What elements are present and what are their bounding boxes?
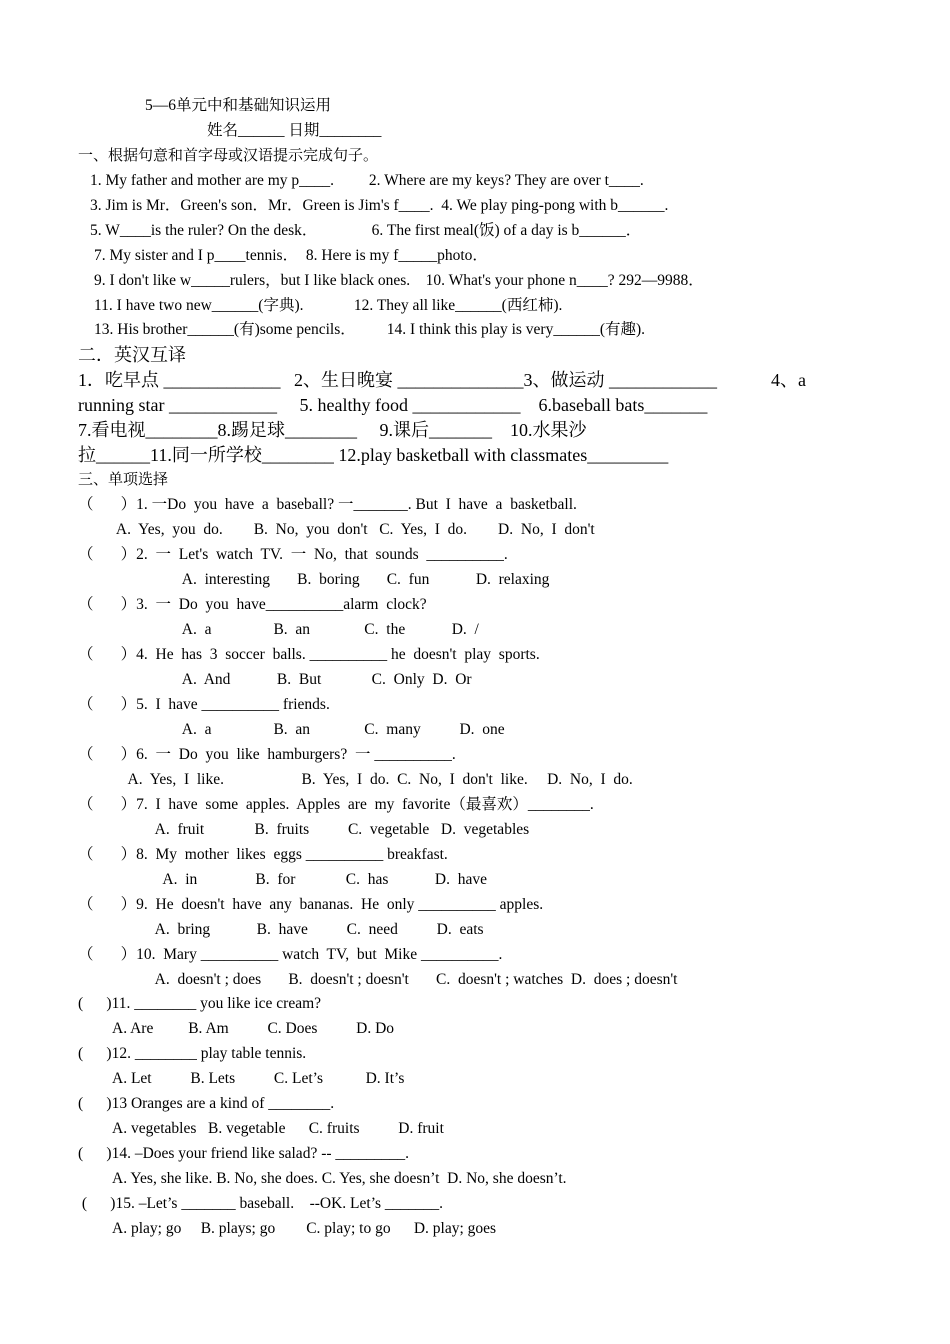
options-line: A. interesting B. boring C. fun D. relaxing: [78, 571, 550, 588]
options-line: A. doesn't ; does B. doesn't ; doesn't C. doesn't ; watches D. does ; doesn't: [78, 971, 678, 988]
section1-line: 13. His brother______(有)some pencils． 14. I think this play is very______(有趣).: [94, 321, 646, 338]
name-date-line: 姓名______ 日期________: [207, 122, 382, 139]
section1-heading: 一、根据句意和首字母或汉语提示完成句子。: [78, 148, 379, 164]
section2-line: 1．吃早点 _____________ 2、生日晚宴 ______________3、做运动 ____________ 4、a: [78, 370, 806, 390]
section1-line: 7. My sister and I p____tennis． 8. Here is my f_____photo．: [94, 247, 488, 264]
question-line: ( )11. ________ you like ice cream?: [78, 995, 322, 1012]
section2-line: 7.看电视________8.踢足球________ 9.课后_______ 10.水果沙: [78, 420, 587, 440]
question-line: （ ）3. 一 Do you have__________alarm clock?: [78, 596, 427, 613]
question-line: ( )13 Oranges are a kind of ________.: [78, 1095, 335, 1112]
worksheet-title: 5—6单元中和基础知识运用: [145, 97, 332, 114]
section2-line: running star ____________ 5. healthy food ____________ 6.baseball bats_______: [78, 395, 708, 415]
section1-line: 1. My father and mother are my p____. 2. Where are my keys? They are over t____.: [90, 172, 644, 189]
question-line: ( )14. –Does your friend like salad? -- _________.: [78, 1145, 410, 1162]
section1-line: 3. Jim is Mr．Green's son．Mr．Green is Jim's f____. 4. We play ping-pong with b______.: [90, 197, 669, 214]
question-line: （ ）8. My mother likes eggs __________ breakfast.: [78, 846, 448, 863]
question-line: （ ）6. 一 Do you like hamburgers? 一 __________.: [78, 746, 456, 763]
options-line: A. bring B. have C. need D. eats: [78, 921, 484, 938]
options-line: A. vegetables B. vegetable C. fruits D. fruit: [78, 1120, 444, 1137]
section3-heading: 三、单项选择: [78, 472, 169, 488]
section1-line: 9. I don't like w_____rulers，but I like black ones. 10. What's your phone n____? 292—9988．: [94, 272, 704, 289]
question-line: ( )15. –Let’s _______ baseball. --OK. Let’s _______.: [78, 1195, 444, 1212]
question-line: （ ）7. I have some apples. Apples are my favorite（最喜欢）________.: [78, 796, 594, 813]
section2-heading: 二．英汉互译: [78, 345, 186, 365]
question-line: ( )12. ________ play table tennis.: [78, 1045, 307, 1062]
question-line: （ ）9. He doesn't have any bananas. He only __________ apples.: [78, 896, 544, 913]
section1-line: 5. W____is the ruler? On the desk． 6. The first meal(饭) of a day is b______．: [90, 222, 642, 239]
section2-line: 拉______11.同一所学校________ 12.play basketball with classmates_________: [78, 445, 669, 465]
options-line: A. Yes, you do. B. No, you don't C. Yes, I do. D. No, I don't: [78, 521, 595, 538]
question-line: （ ）10. Mary __________ watch TV, but Mike __________.: [78, 946, 503, 963]
question-line: （ ）4. He has 3 soccer balls. __________ he doesn't play sports.: [78, 646, 540, 663]
question-line: （ ）1. 一Do you have a baseball? 一_______. But I have a basketball.: [78, 496, 577, 513]
options-line: A. a B. an C. many D. one: [78, 721, 505, 738]
section1-line: 11. I have two new______(字典). 12. They all like______(西红柿).: [94, 297, 563, 314]
options-line: A. a B. an C. the D. /: [78, 621, 479, 638]
options-line: A. Yes, she like. B. No, she does. C. Yes, she doesn’t D. No, she doesn’t.: [78, 1170, 567, 1187]
options-line: A. in B. for C. has D. have: [78, 871, 488, 888]
options-line: A. fruit B. fruits C. vegetable D. vegetables: [78, 821, 530, 838]
options-line: A. Are B. Am C. Does D. Do: [78, 1020, 395, 1037]
options-line: A. And B. But C. Only D. Or: [78, 671, 472, 688]
question-line: （ ）5. I have __________ friends.: [78, 696, 330, 713]
options-line: A. play; go B. plays; go C. play; to go D. play; goes: [78, 1220, 497, 1237]
question-line: （ ）2. 一 Let's watch TV. 一 No, that sounds __________.: [78, 546, 508, 563]
options-line: A. Yes, I like. B. Yes, I do. C. No, I don't like. D. No, I do.: [78, 771, 633, 788]
options-line: A. Let B. Lets C. Let’s D. It’s: [78, 1070, 405, 1087]
